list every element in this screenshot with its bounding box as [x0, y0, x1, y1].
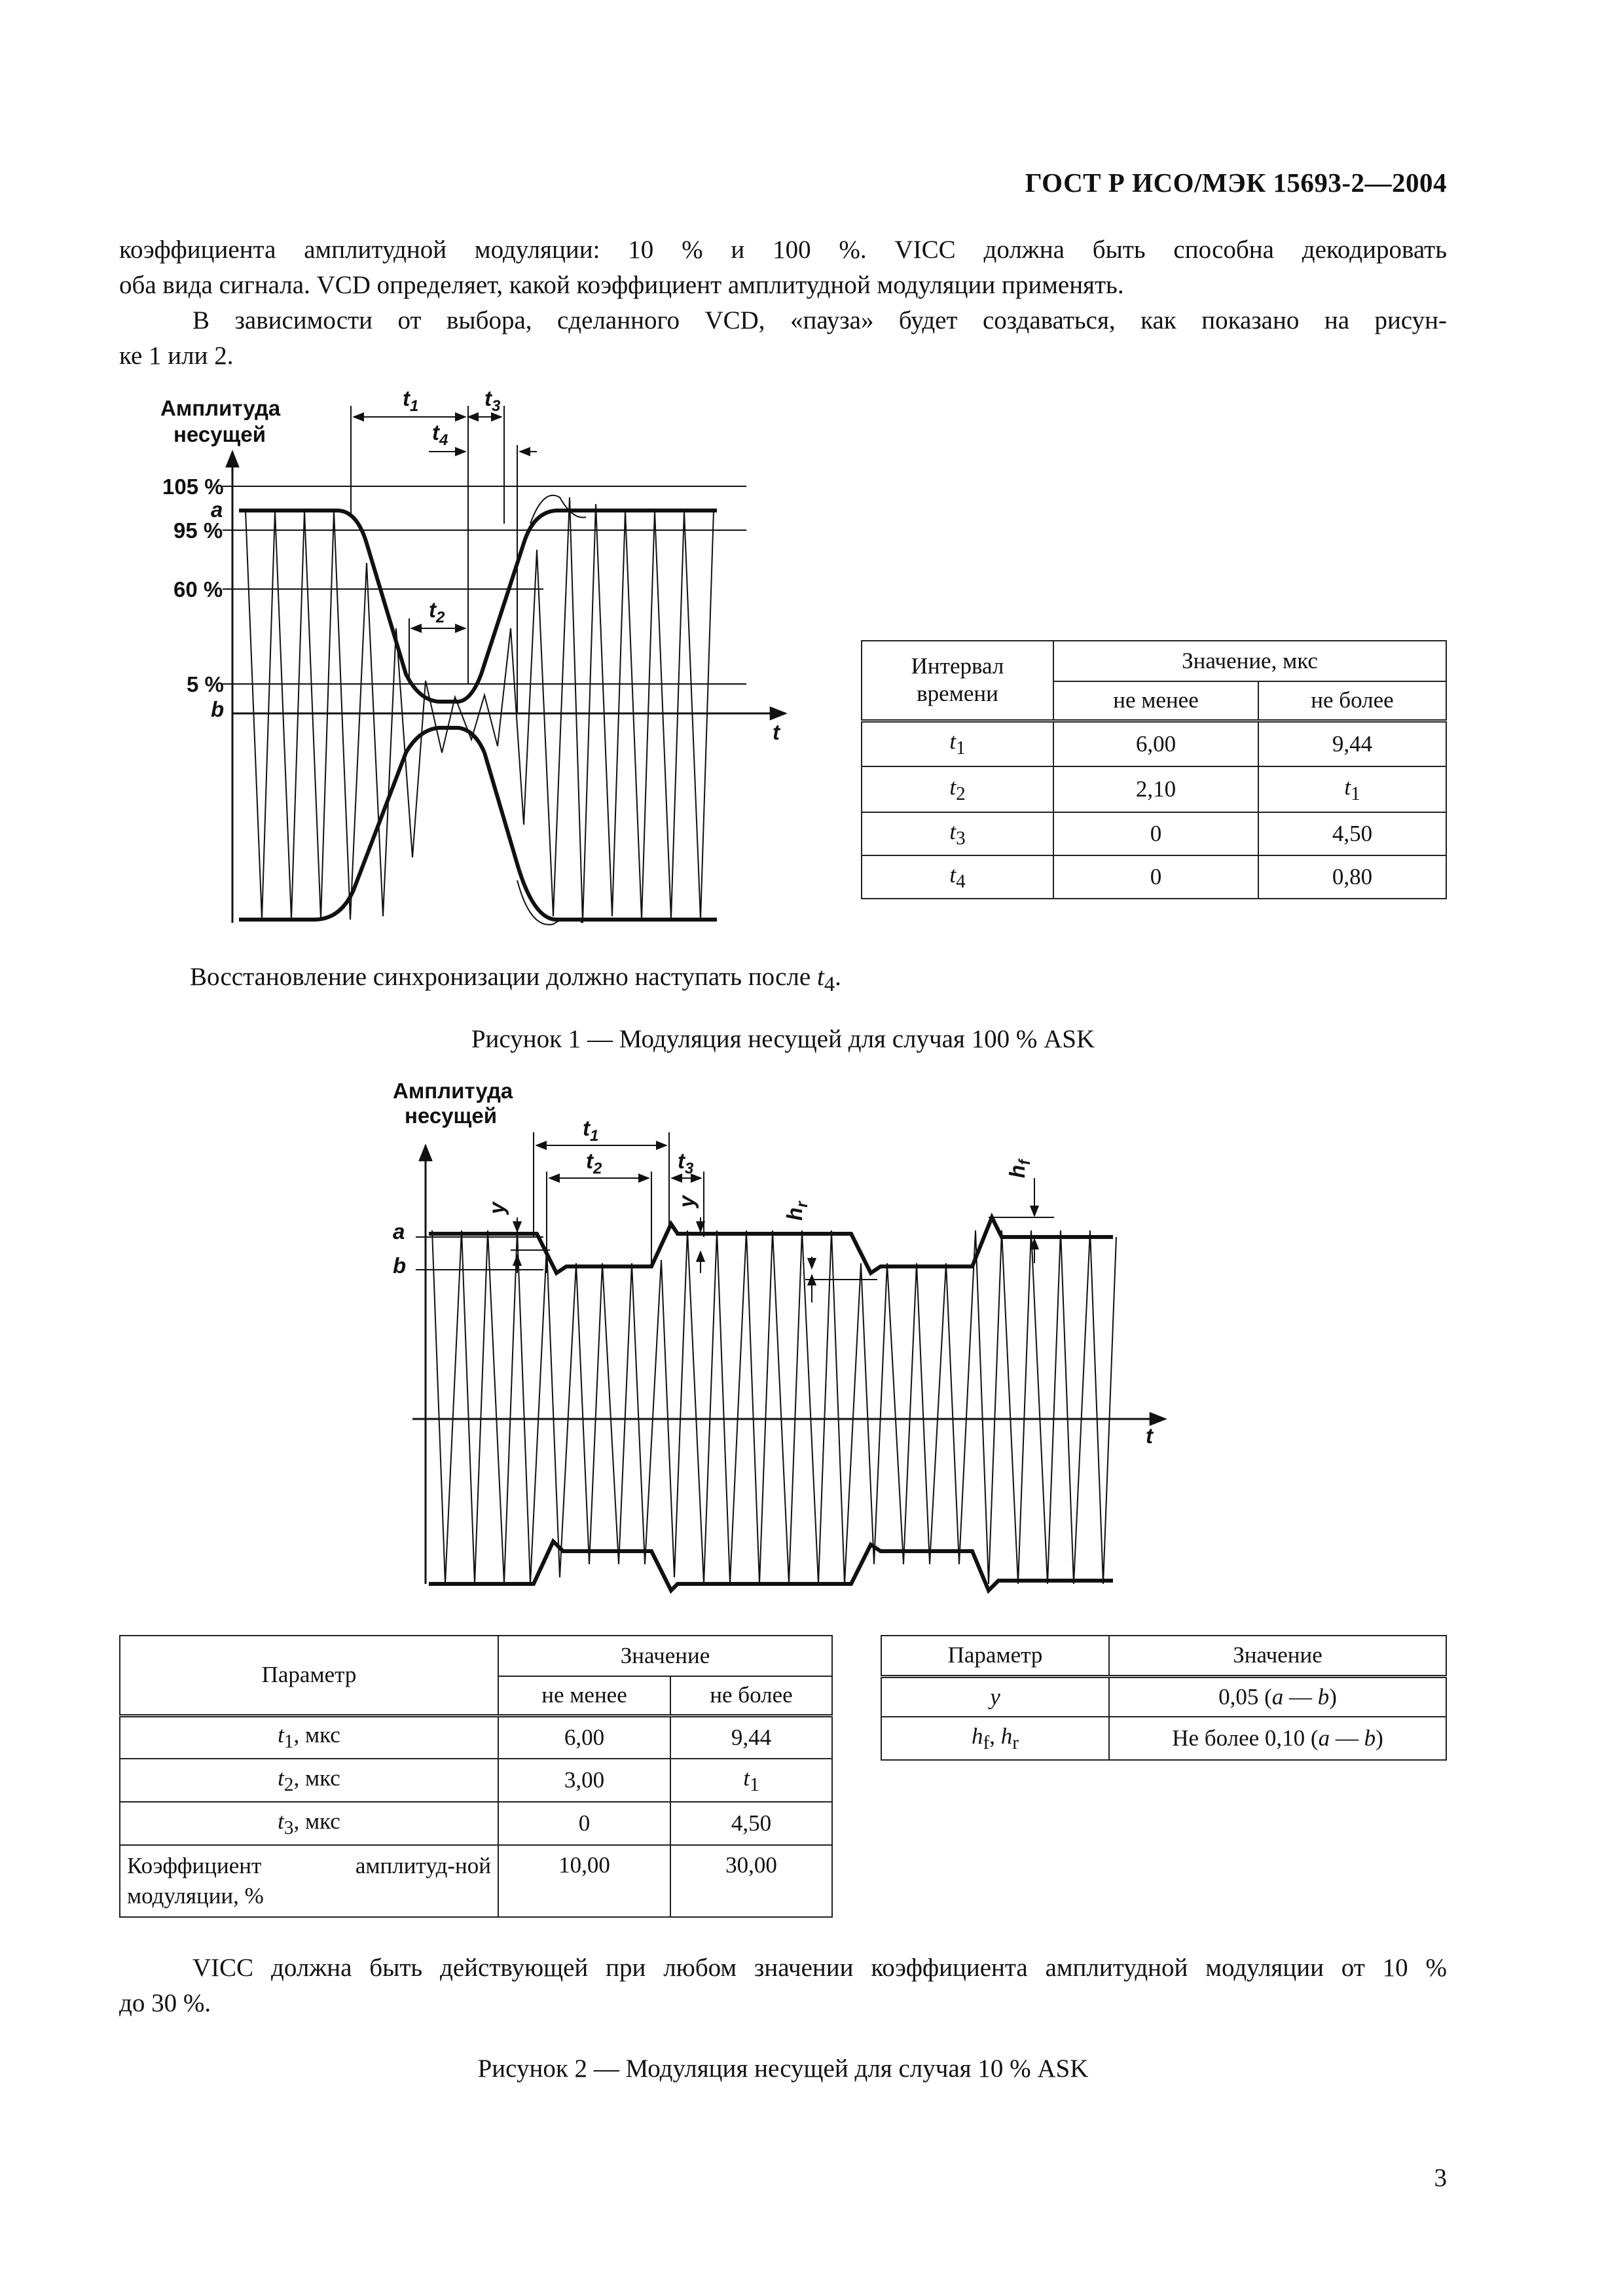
fig1-level-a: a — [211, 497, 223, 522]
page-number: 3 — [1434, 2164, 1447, 2192]
fig2-table-header-min: не менее — [498, 1676, 670, 1715]
fig2-y-label-1: Амплитуда — [393, 1079, 513, 1103]
figure2-param-table — [119, 1635, 833, 1918]
fig1-y-label-2: несущей — [173, 422, 266, 446]
fig1-x-label: t — [773, 720, 780, 744]
table-row: $t_2$, мкс 3,00 $t_1$ — [120, 1759, 832, 1802]
fig2-table-header-max: не более — [670, 1676, 832, 1715]
fig1-table-header-max: не более — [1258, 681, 1446, 721]
fig2-note-line2: до 30 %. — [119, 1989, 211, 2017]
intro-p2-line1: В зависимости от выбора, сделанного VCD, «пауза» будет создаваться, как показано на рисун- — [192, 306, 1447, 334]
table-row: $t_3$ 0 4,50 — [862, 812, 1446, 855]
fig1-table-header-interval: Интервал времени — [862, 641, 1053, 721]
figure1-caption: Рисунок 1 — Модуляция несущей для случая 100 % ASK — [471, 1025, 1095, 1053]
fig2-hf-label: $h_f$ — [1005, 1159, 1034, 1178]
fig1-t1-label: $t_1$ — [403, 386, 419, 415]
table-row: y 0,05 (a — b) — [881, 1676, 1446, 1717]
fig1-level-95: 95 % — [173, 518, 223, 543]
fig2-note-line1: VICC должна быть действующей при любом значении коэффициента амплитудной модуляции от 10 % — [192, 1954, 1447, 1982]
fig1-level-b: b — [211, 697, 225, 721]
fig2-x-label: t — [1146, 1424, 1153, 1448]
fig1-level-5: 5 % — [187, 672, 224, 696]
table-row: $t_2$ 2,10 $t_1$ — [862, 766, 1446, 812]
table-row: Коэффициент амплитуд-ной модуляции, % 10,00 30,00 — [120, 1845, 832, 1917]
table-row: $h_f$, $h_r$ Не более 0,10 (a — b) — [881, 1717, 1446, 1760]
fig2-y-label-a: y — [484, 1202, 509, 1214]
fig2-t2-label: $t_2$ — [586, 1149, 602, 1177]
fig2-t1-label: $t_1$ — [583, 1116, 599, 1145]
fig1-y-label-1: Амплитуда — [160, 396, 281, 420]
fig1-table-header-value: Значение, мкс — [1053, 641, 1446, 681]
fig1-t2-label: $t_2$ — [429, 598, 445, 626]
fig2-y-label-2: несущей — [405, 1103, 498, 1128]
fig2-carrier-wave — [432, 1230, 1116, 1584]
table-row: $t_1$, мкс 6,00 9,44 — [120, 1715, 832, 1759]
figure2-caption: Рисунок 2 — Модуляция несущей для случая 10 % ASK — [477, 2054, 1089, 2083]
intro-p1-line2: оба вида сигнала. VCD определяет, какой коэффициент амплитудной модуляции применять. — [119, 271, 1124, 299]
document-header: ГОСТ Р ИСО/МЭК 15693-2—2004 — [1025, 168, 1447, 198]
intro-p1-line1: коэффициента амплитудной модуляции: 10 % и 100 %. VICC должна быть способна декодировать — [119, 236, 1447, 264]
fig1-level-105: 105 % — [162, 475, 224, 499]
fig2-y-label-b: y — [674, 1195, 699, 1208]
figure1-note: Восстановление синхронизации должно наступать после $t_4$. — [190, 963, 841, 996]
table-row: $t_3$, мкс 0 4,50 — [120, 1802, 832, 1845]
fig2-hr-label: $h_r$ — [782, 1201, 811, 1221]
fig1-t3-label: $t_3$ — [484, 386, 501, 415]
fig2-table-header-value: Значение — [498, 1636, 832, 1676]
fig2-right-header-value: Значение — [1109, 1636, 1446, 1676]
figure2-tolerance-table — [881, 1635, 1447, 1761]
table-row: $t_4$ 0 0,80 — [862, 855, 1446, 899]
figure2-note — [119, 1950, 1447, 2021]
fig2-level-a: a — [393, 1219, 405, 1244]
fig1-t4-label: $t_4$ — [432, 420, 448, 449]
fig2-table-header-param: Параметр — [120, 1636, 498, 1715]
fig1-level-60: 60 % — [173, 577, 223, 601]
fig2-level-b: b — [393, 1253, 407, 1278]
table-row: $t_1$ 6,00 9,44 — [862, 721, 1446, 766]
fig2-t3-label: $t_3$ — [678, 1149, 694, 1177]
fig1-table-header-min: не менее — [1053, 681, 1258, 721]
fig2-right-header-param: Параметр — [881, 1636, 1109, 1676]
intro-p2-line2: ке 1 или 2. — [119, 342, 234, 370]
